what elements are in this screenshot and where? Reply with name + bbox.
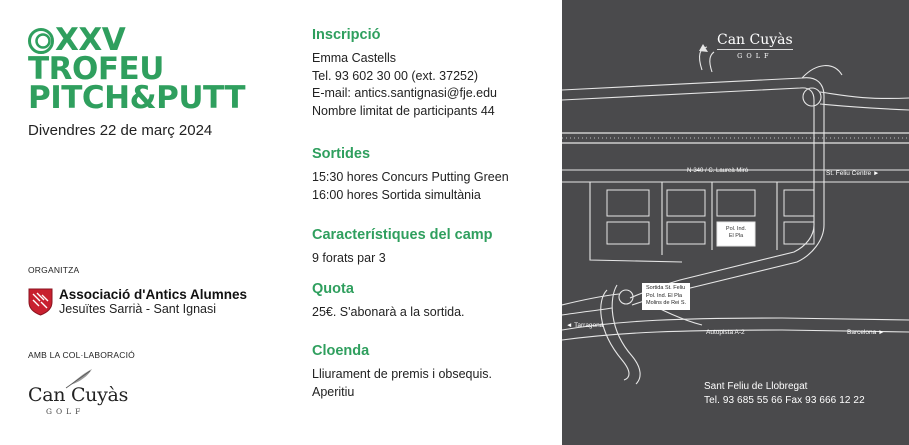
barcelona-label: Barcelona ► [847, 329, 885, 336]
map-footer [704, 380, 865, 408]
map-drawing [562, 0, 909, 445]
info-line: 15:30 hores Concurs Putting Green [312, 170, 509, 184]
barcelona-text: Barcelona [847, 329, 877, 336]
left-column [28, 0, 288, 445]
map-logo-name: Can Cuyàs [717, 32, 793, 48]
info-line: 16:00 hores Sortida simultània [312, 187, 481, 202]
section-camp [312, 226, 493, 268]
info-line: E-mail: antics.santignasi@fje.edu [312, 86, 497, 100]
organizer-block [28, 287, 247, 317]
pol-ind-line: El Pla [728, 233, 744, 239]
logo-sub: GOLF [46, 407, 85, 416]
info-line: Emma Castells [312, 51, 397, 65]
can-cuyas-logo [28, 368, 129, 418]
exit-label-line: Molins de Rei S. [646, 300, 687, 306]
shield-icon [28, 288, 53, 316]
location-map [562, 0, 909, 445]
info-line: Aperitiu [312, 384, 355, 399]
section-heading: Característiques del camp [312, 227, 493, 243]
section-cloenda [312, 342, 492, 401]
st-feliu-centre-text: St. Feliu Centre [826, 170, 872, 177]
pol-ind-line: Pol. Ind. [725, 226, 747, 232]
logo-name: Can Cuyàs [28, 384, 129, 406]
organizer-label: ORGANITZA [28, 265, 80, 275]
section-inscripcio [312, 26, 497, 120]
section-heading: Inscripció [312, 27, 381, 43]
info-line: 25€. S'abonarà a la sortida. [312, 305, 465, 319]
info-line: Tel. 93 602 30 00 (ext. 37252) [312, 68, 479, 83]
footer-place: Sant Feliu de Llobregat [704, 381, 808, 392]
organizer-name: Associació d'Antics Alumnes [59, 287, 248, 302]
section-sortides [312, 145, 509, 204]
road-n340-label: N-340 / C. Laureà Miró [687, 168, 749, 174]
info-line: 9 forats par 3 [312, 251, 386, 265]
collaboration-label: AMB LA COL·LABORACIÓ [28, 350, 135, 360]
tarragona-label: ◄ Tarragona [566, 322, 604, 329]
section-quota [312, 280, 465, 322]
exit-label-line: Pol. Ind. El Pla [646, 292, 683, 299]
event-title [28, 22, 246, 116]
info-column [312, 0, 552, 445]
title-line-2: TROFEU [28, 51, 164, 87]
exit-label-box [642, 283, 690, 310]
info-line: Nombre limitat de participants 44 [312, 103, 495, 118]
organizer-subtitle: Jesuïtes Sarrià - Sant Ignasi [59, 302, 217, 316]
map-logo-sub: GOLF [737, 52, 773, 60]
title-line-3: PITCH&PUTT [28, 80, 246, 116]
st-feliu-centre-label: St. Feliu Centre ► [826, 170, 880, 177]
event-date: Divendres 22 de març 2024 [28, 122, 213, 139]
section-heading: Sortides [312, 146, 371, 162]
footer-phones: Tel. 93 685 55 66 Fax 93 666 12 22 [704, 395, 865, 406]
info-line: Lliurament de premis i obsequis. [312, 367, 492, 381]
pol-ind-label [720, 226, 752, 240]
map-golf-logo [717, 32, 793, 60]
tarragona-text: Tarragona [574, 322, 604, 329]
section-heading: Cloenda [312, 343, 370, 359]
title-line-1: XXV [55, 22, 126, 58]
section-heading: Quota [312, 281, 354, 297]
golf-ball-icon [28, 28, 54, 54]
autopista-label: Autopista A-2 [706, 329, 745, 336]
exit-label-line: Sortida St. Feliu [646, 285, 686, 291]
